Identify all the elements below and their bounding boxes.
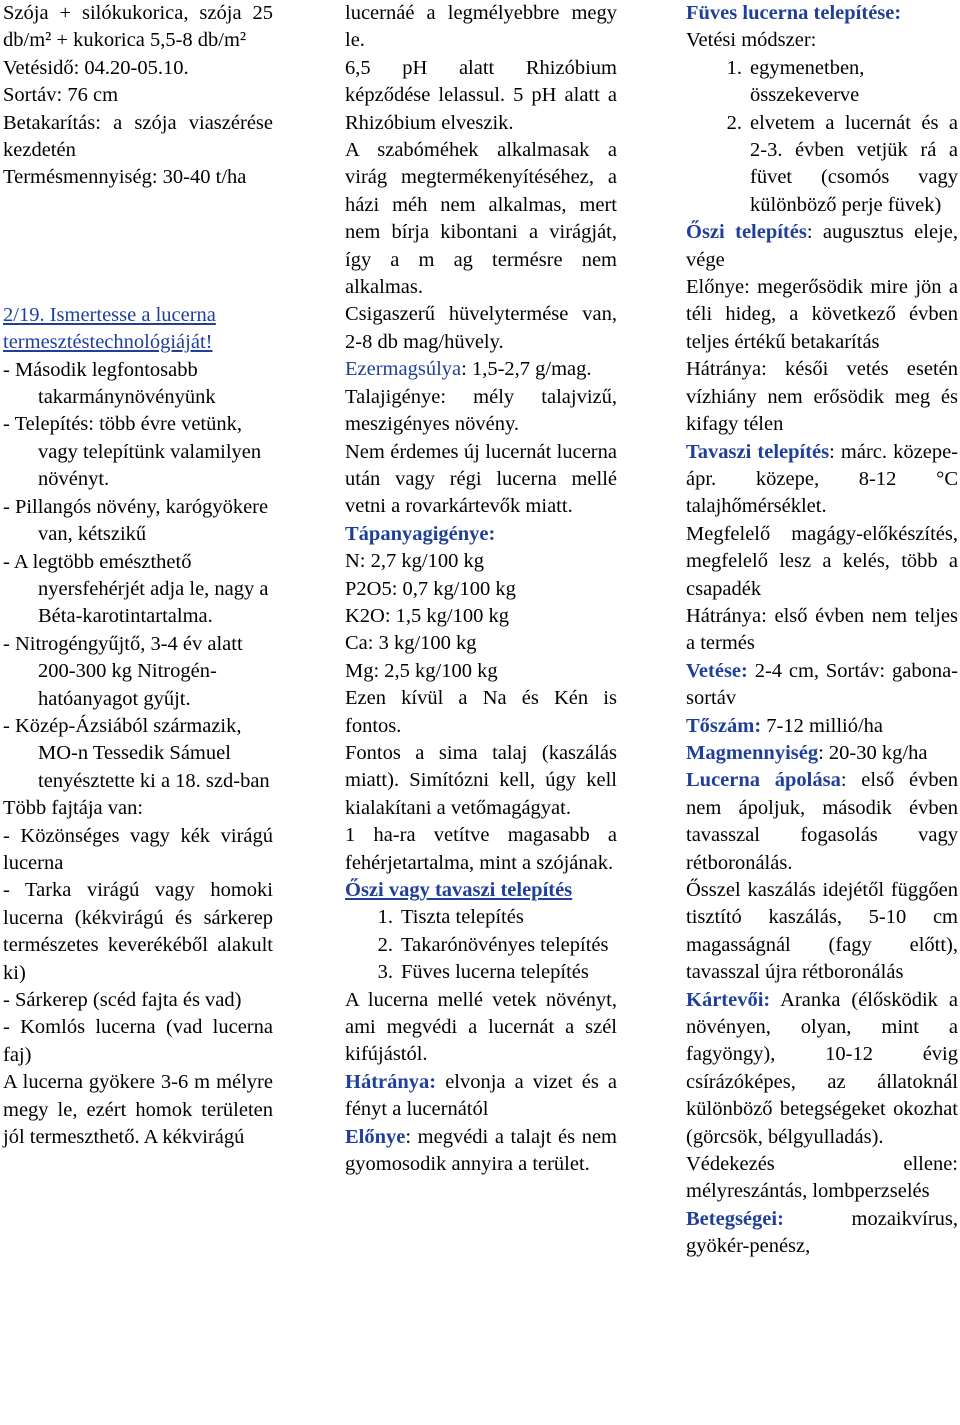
osszel-text: Ősszel kaszálás idejétől függően tisztító kaszálás, 5-10 cm magasságnál (fagy előtt), tavasszal újra rétboronálás xyxy=(686,879,958,984)
list-number: 1. xyxy=(726,56,742,79)
tapanyag-item: Mg: 2,5 kg/100 kg xyxy=(345,659,498,682)
melle-text: A lucerna mellé vetek növényt, ami megvédi a lucernát a szél kifújástól. xyxy=(345,988,617,1066)
list-item xyxy=(345,932,617,959)
kartevoi-text xyxy=(686,987,958,1151)
oszi-value: : augusztus eleje, vége xyxy=(686,221,958,271)
mehek-text: A szabóméhek alkalmasak a virág megtermékenyítéséhez, a házi méh nem alkalmas, mert nem bírja kibontani a virágját, így a m ag termésre nem alkalmas. xyxy=(345,139,617,299)
modszer-list xyxy=(686,55,958,219)
fajta-item: - Sárkerep (scéd fajta és vad) xyxy=(3,989,242,1011)
elonye-label: Előnye xyxy=(345,1125,406,1148)
betegsegei-text xyxy=(686,1206,958,1261)
nem-erdemes-text: Nem érdemes új lucernát lucerna után vagy régi lucerna mellé vetni a rovarkártevők miatt. xyxy=(345,440,617,518)
toszam-label: Tőszám: xyxy=(686,714,762,737)
sima-talaj-text: Fontos a sima talaj (kaszálás miatt). Simítózni kell, úgy kell kialakítani a vetőmagágyat. xyxy=(345,741,617,819)
list-number: 1. xyxy=(377,906,393,929)
list-text: Tiszta telepítés xyxy=(401,906,524,929)
apolas-text xyxy=(686,767,958,877)
vetese-label: Vetése: xyxy=(686,659,748,682)
ezermag-value: : 1,5-2,7 g/mag. xyxy=(461,358,592,381)
telepites-list xyxy=(345,904,617,986)
elonye-value: : megvédi a talajt és nem gyomosodik annyira a terület. xyxy=(345,1125,617,1176)
tapanyag-item: N: 2,7 kg/100 kg xyxy=(345,550,484,573)
huvely-text: Csigaszerű hüvelytermése van, 2-8 db mag/hüvely. xyxy=(345,303,617,353)
elonye-text xyxy=(345,1124,617,1179)
magmennyiseg-label: Magmennyiség xyxy=(686,741,819,764)
tavaszi-hatranya-text: Hátránya: első évben nem teljes a termés xyxy=(686,604,958,655)
betakaritas-text: Betakarítás: a szója viaszérése kezdetén xyxy=(3,111,273,162)
toszam-value: 7-12 millió/ha xyxy=(761,714,884,737)
apolas-label: Lucerna ápolása xyxy=(686,769,841,792)
fajta-item: - Közönséges vagy kék virágú lucerna xyxy=(3,824,273,874)
oszi-text xyxy=(686,219,958,274)
vetese-text xyxy=(686,658,958,713)
oszi-hatranya-text: Hátránya: késői vetés esetén vízhiány nem erősödik meg és kifagy télen xyxy=(686,358,958,436)
list-number: 3. xyxy=(377,961,393,984)
tapanyag-item: K2O: 1,5 kg/100 kg xyxy=(345,604,509,627)
list-item xyxy=(686,110,958,220)
list-number: 2. xyxy=(726,111,742,134)
bullet-item: - Telepítés: több évre vetünk, vagy telepítünk valamilyen növényt. xyxy=(3,413,262,491)
hatranya-value: elvonja a vizet és a fényt a lucernától xyxy=(345,1070,617,1121)
fuves-title: Füves lucerna telepítése: xyxy=(686,2,902,24)
bullet-item: - Második legfontosabb takarmánynövényünk xyxy=(3,358,216,409)
betegsegei-label: Betegségei: xyxy=(686,1207,784,1230)
fajta-item: - Tarka virágú vagy homoki lucerna (kékvirágú és sárkerep természetes keverékéből alakult ki) xyxy=(3,879,273,984)
hatranya-label: Hátránya: xyxy=(345,1070,437,1093)
tapanyag-item: P2O5: 0,7 kg/100 kg xyxy=(345,577,516,600)
gyoker-text: A lucerna gyökere 3-6 m mélyre megy le, ezért homok területen jól termeszthető. A kékvirágú xyxy=(3,1071,273,1149)
ezermag-label: Ezermagsúlya xyxy=(345,358,462,381)
feherje-text: 1 ha-ra vetítve magasabb a fehérjetartalma, mint a szójának. xyxy=(345,824,617,874)
ezermag-text xyxy=(345,356,617,383)
vedekezes-text: Védekezés ellene: mélyreszántás, lombperzselés xyxy=(686,1153,958,1203)
tapanyag-label: Tápanyagigénye: xyxy=(345,522,496,545)
megfelelo-text: Megfelelő magágy-előkészítés, megfelelő lesz a kelés, több a csapadék xyxy=(686,522,958,600)
list-item xyxy=(686,55,958,110)
toszam-text xyxy=(686,713,958,740)
fajtak-title: Több fajtája van: xyxy=(3,797,144,820)
sortav-text: Sortáv: 76 cm xyxy=(3,84,119,107)
tavaszi-text xyxy=(686,439,958,521)
kartevoi-label: Kártevői: xyxy=(686,988,771,1011)
list-text: Takarónövényes telepítés xyxy=(401,933,609,956)
hatranya-text xyxy=(345,1069,617,1124)
kartevoi-value: Aranka (élősködik a növényen, olyan, mint a fagyöngy), 10-12 évig csírázóképes, az állatoknál különböző betegségeket okozhat (görcsök, bélgyulladás). xyxy=(686,988,958,1148)
list-text: Füves lucerna telepítés xyxy=(401,961,589,984)
talaj-text: Talajigénye: mély talajvizű, meszigényes növény. xyxy=(345,385,617,436)
tavaszi-value: : márc. közepe-ápr. közepe, 8-12 °C talajhőmérséklet. xyxy=(686,440,958,518)
list-item xyxy=(345,904,617,931)
fajta-item: - Komlós lucerna (vad lucerna faj) xyxy=(3,1016,273,1066)
column-right xyxy=(686,0,958,1261)
modszer-label: Vetési módszer: xyxy=(686,29,817,52)
list-text: egymenetben, összekeverve xyxy=(750,56,865,107)
magmennyiseg-value: : 20-30 kg/ha xyxy=(818,741,928,764)
tapanyag-item: Ca: 3 kg/100 kg xyxy=(345,632,477,655)
bullet-item: - Pillangós növény, karógyökere van, kétszikű xyxy=(3,495,269,546)
telepites-title: Őszi vagy tavaszi telepítés xyxy=(345,879,573,901)
vetese-value: 2-4 cm, Sortáv: gabona-sortáv xyxy=(686,659,958,710)
ph-text: 6,5 pH alatt Rhizóbium képződése lelassul. 5 pH alatt a Rhizóbium elveszik. xyxy=(345,56,617,134)
bullet-item: - Közép-Ázsiából származik, MO-n Tessedik Sámuel tenyésztette ki a 18. szd-ban xyxy=(3,714,270,792)
list-text: elvetem a lucernát és a 2-3. évben vetjük rá a füvet (csomós vagy különböző perje füvek) xyxy=(750,111,958,216)
na-ken-text: Ezen kívül a Na és Kén is fontos. xyxy=(345,687,617,737)
vetesido-text: Vetésidő: 04.20-05.10. xyxy=(3,56,189,79)
continuation-text: lucernáé a legmélyebbre megy le. xyxy=(345,2,617,52)
betegsegei-value: mozaikvírus, gyökér-penész, xyxy=(686,1207,958,1258)
magmennyiseg-text xyxy=(686,740,958,767)
bullet-item: - A legtöbb emészthető nyersfehérjét adja le, nagy a Béta-karotintartalma. xyxy=(3,550,269,628)
termesmennyiseg-text: Termésmennyiség: 30-40 t/ha xyxy=(3,166,247,189)
apolas-value: : első évben nem ápoljuk, második évben tavasszal fogasolás vagy rétboronálás. xyxy=(686,769,958,874)
section-heading: 2/19. Ismertesse a lucerna termesztéstechnológiáját! xyxy=(3,303,216,354)
column-left xyxy=(3,0,273,1151)
spacer xyxy=(3,192,273,302)
intro-text: Szója + silókukorica, szója 25 db/m² + kukorica 5,5-8 db/m² xyxy=(3,2,273,52)
bullet-item: - Nitrogéngyűjtő, 3-4 év alatt 200-300 kg Nitrogén-hatóanyagot gyűjt. xyxy=(3,632,243,710)
oszi-label: Őszi telepítés xyxy=(686,221,807,244)
tavaszi-label: Tavaszi telepítés xyxy=(686,440,830,463)
oszi-elonye-text: Előnye: megerősödik mire jön a téli hideg, a következő évben teljes értékű betakarítás xyxy=(686,276,958,353)
list-number: 2. xyxy=(377,933,393,956)
list-item xyxy=(345,959,617,986)
column-middle xyxy=(345,0,617,1178)
